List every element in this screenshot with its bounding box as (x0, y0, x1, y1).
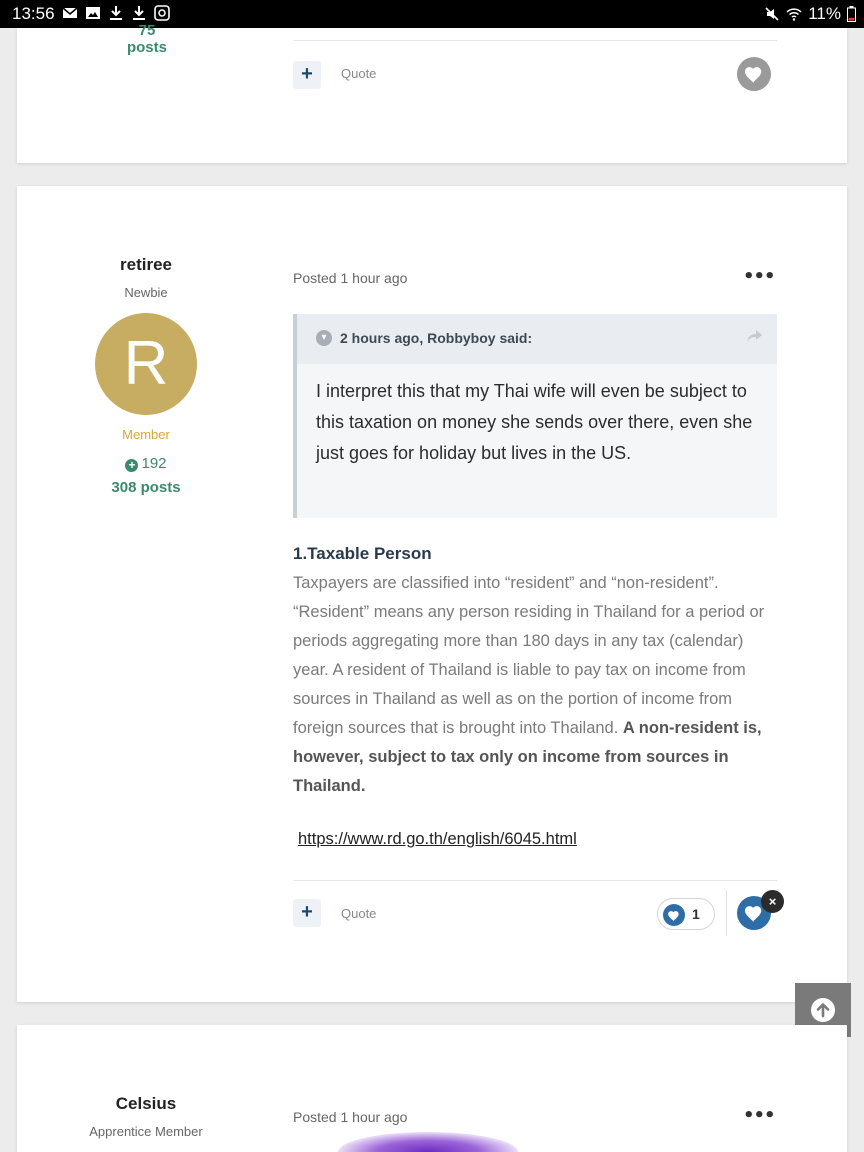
post-link[interactable]: https://www.rd.go.th/english/6045.html (298, 830, 577, 848)
author-name[interactable]: Celsius (115, 1094, 177, 1113)
gmail-icon (62, 5, 78, 21)
quote-block (293, 314, 777, 518)
quote-header (297, 314, 777, 364)
download-icon (108, 5, 124, 21)
post-options-button[interactable]: ••• (743, 1105, 775, 1126)
status-time: 13:56 (12, 4, 55, 23)
battery-icon (847, 6, 856, 22)
gallery-icon (85, 5, 101, 21)
wifi-icon (786, 6, 802, 22)
status-right (764, 4, 856, 24)
quote-link[interactable]: Quote (341, 66, 377, 81)
app-icon (154, 5, 170, 21)
post-card-previous (17, 22, 847, 163)
multiquote-button[interactable]: + (293, 61, 321, 89)
reaction-count-value: 1 (692, 906, 700, 922)
arrow-up-circle-icon (810, 997, 836, 1023)
chevron-down-icon[interactable]: ▾ (316, 330, 332, 346)
mute-icon (764, 6, 780, 22)
download-icon (131, 5, 147, 21)
post-body-text: Taxpayers are classified into “resident” and “non-resident”. “Resident” means any person residing in Thailand for a period or periods aggregating more than 180 days in any tax (calendar) year. A resident of Thailand is liable to pay tax on income from sources in Thailand as well as on the portion of income from foreign sources that is brought into Thailand. (293, 574, 765, 737)
reputation-value: 192 (141, 455, 167, 472)
author-rank: Newbie (124, 285, 168, 300)
reaction-count[interactable] (657, 898, 715, 930)
react-button[interactable] (737, 57, 771, 91)
author-post-count[interactable]: 75 posts (126, 22, 167, 56)
post-card (17, 186, 847, 1002)
post-body-bold: A non-resident is, however, subject to tax only on income from sources in Thailand. (293, 719, 762, 795)
notification-icons (62, 5, 170, 21)
reaction-separator (726, 890, 727, 936)
author-group: Member (122, 427, 170, 442)
avatar[interactable]: R (95, 313, 197, 415)
battery-percent: 11% (808, 4, 841, 23)
post-divider (293, 40, 777, 41)
author-rank: Apprentice Member (89, 1124, 203, 1139)
post-body (293, 569, 777, 801)
reputation (77, 455, 215, 472)
plus-circle-icon: + (125, 459, 138, 472)
post-options-button[interactable]: ••• (743, 266, 775, 287)
quote-text: I interpret this that my Thai wife will even be subject to this taxation on money she sends over there, even she just goes for holiday but lives in the US. (316, 381, 753, 463)
post-timestamp[interactable]: Posted 1 hour ago (293, 270, 408, 286)
remove-reaction-button[interactable]: × (761, 890, 784, 913)
quote-citation[interactable]: 2 hours ago, Robbyboy said: (340, 330, 533, 346)
author-name[interactable]: retiree (120, 255, 172, 274)
quote-link[interactable]: Quote (341, 906, 377, 921)
heart-icon (663, 904, 685, 926)
share-arrow-icon[interactable] (747, 329, 763, 343)
author-post-count[interactable]: 308 posts (111, 479, 181, 496)
multiquote-button[interactable]: + (293, 899, 321, 927)
post-heading: 1.Taxable Person (293, 544, 432, 563)
heart-icon (743, 64, 765, 84)
post-timestamp[interactable]: Posted 1 hour ago (293, 1109, 408, 1125)
post-divider (293, 880, 777, 881)
